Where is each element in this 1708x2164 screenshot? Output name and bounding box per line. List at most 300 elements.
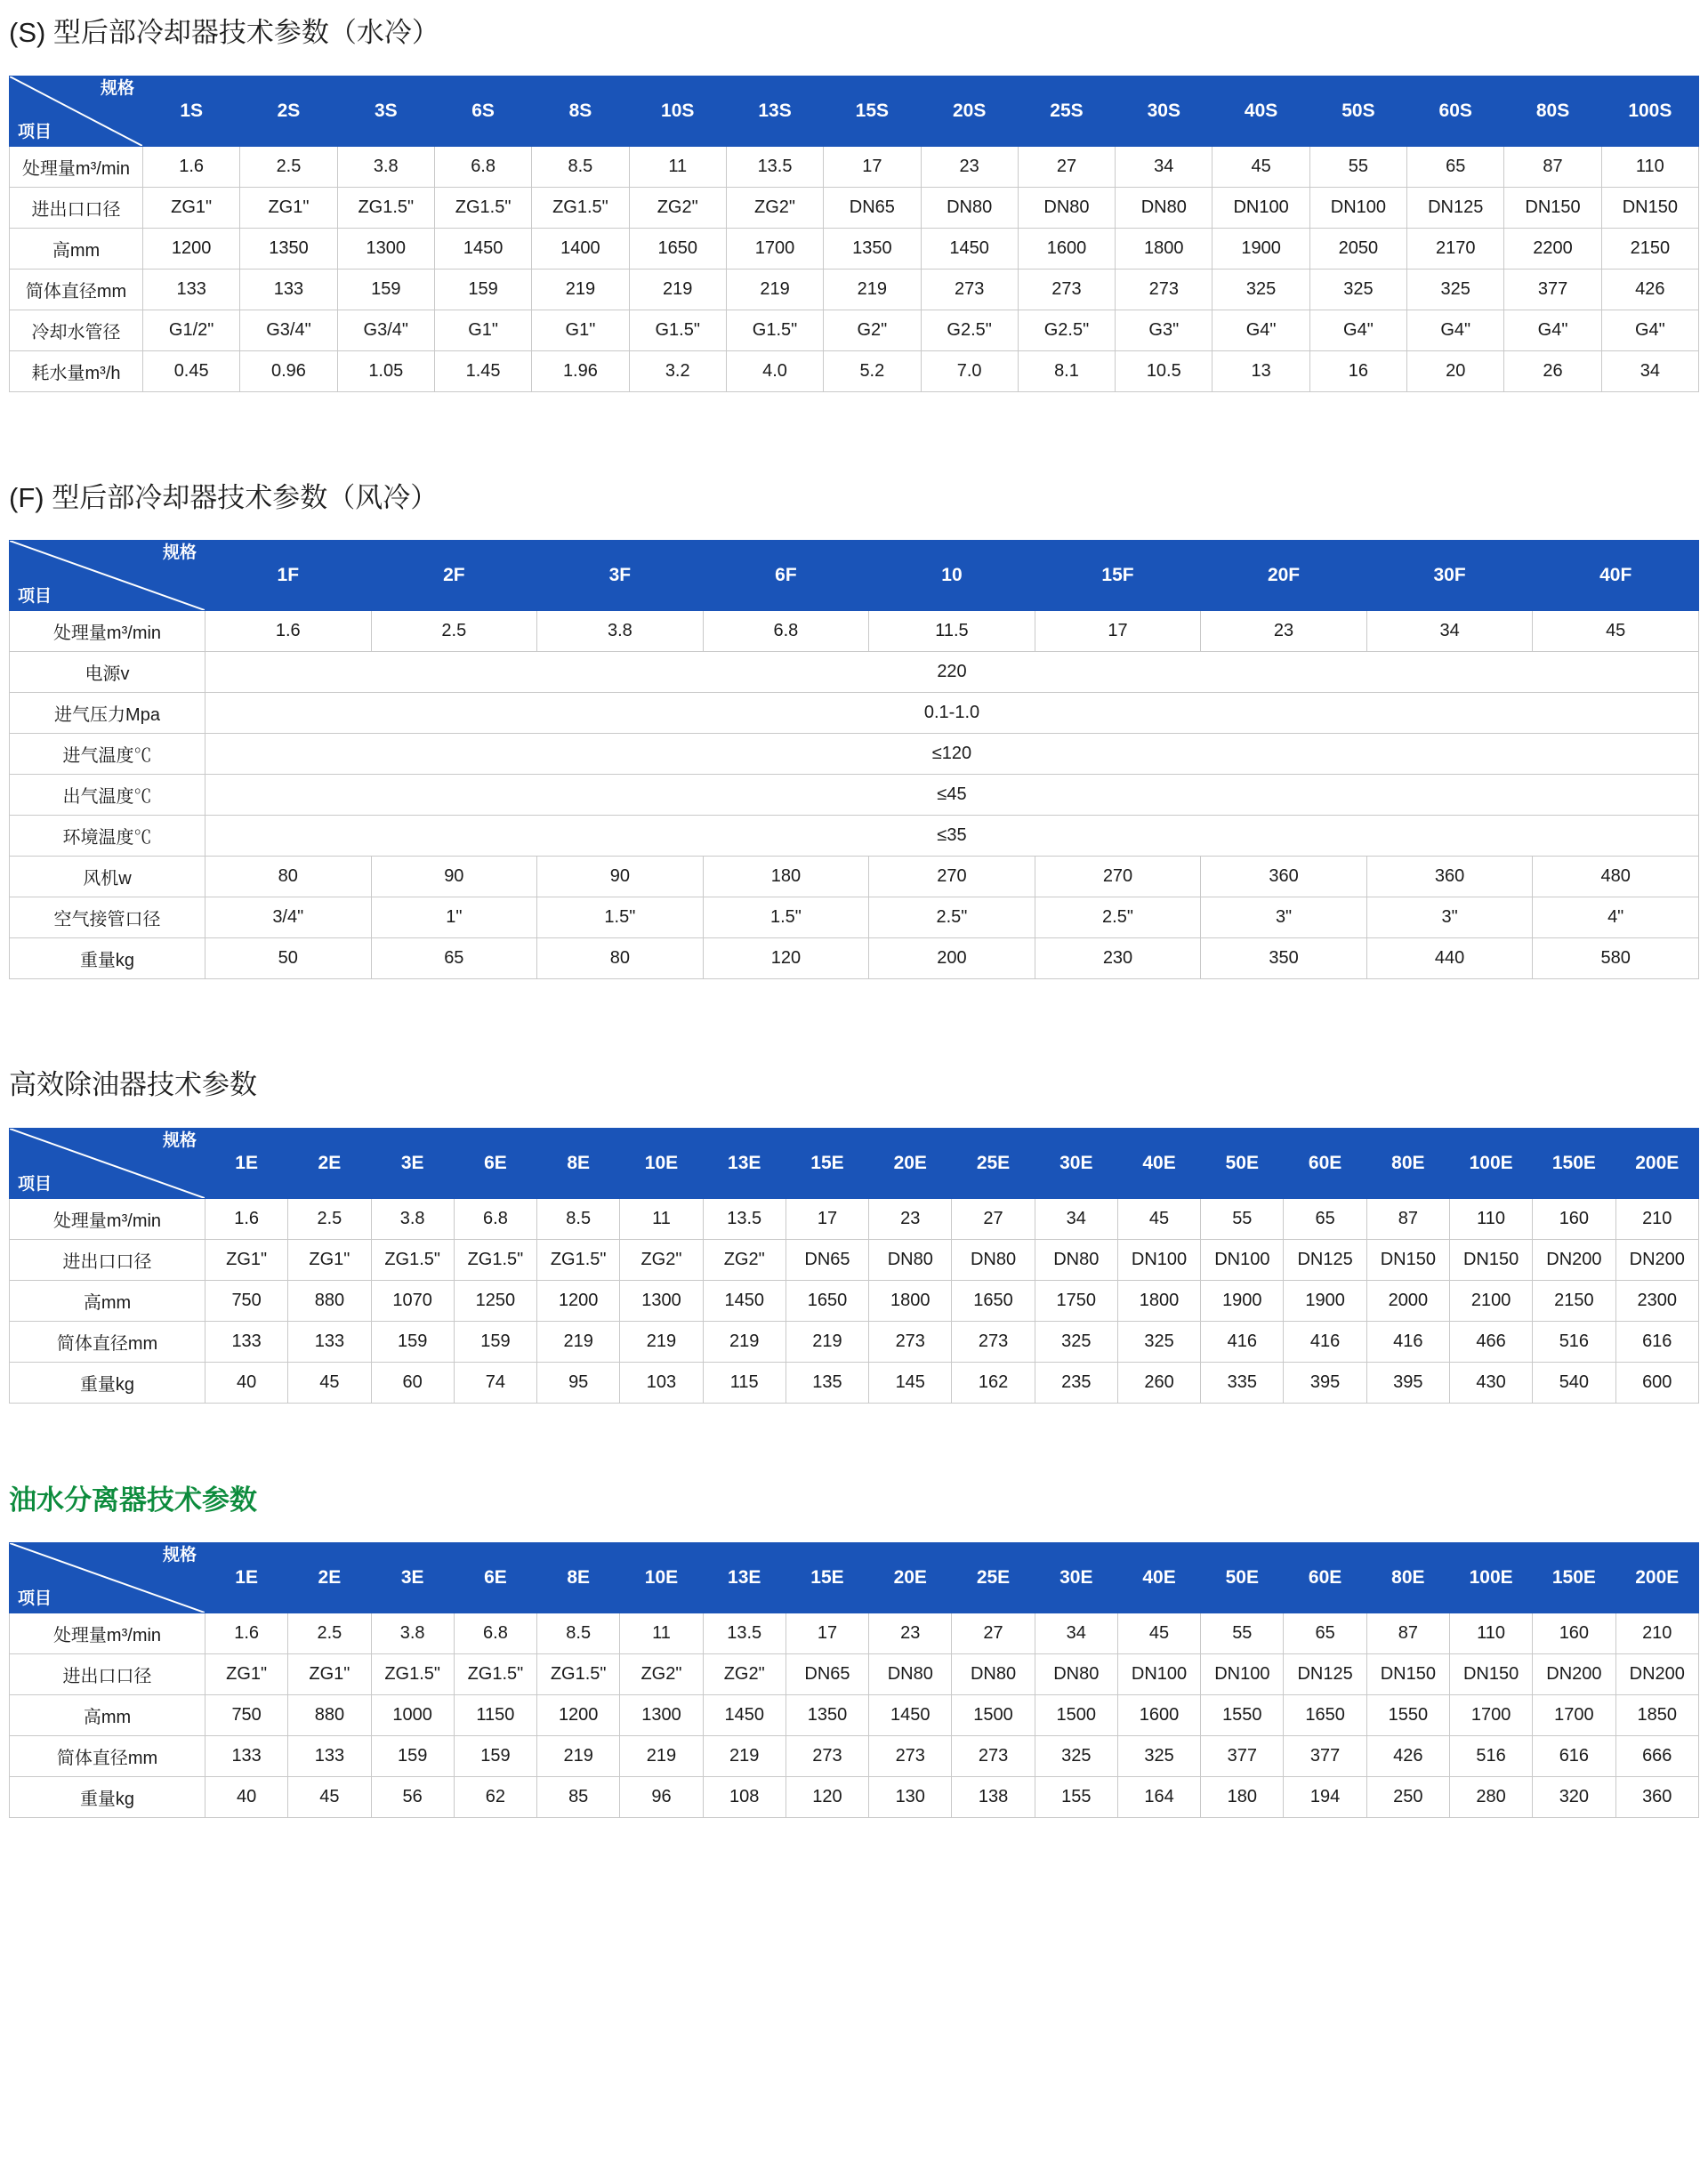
- row-label: 简体直径mm: [10, 269, 143, 310]
- cell: 65: [1407, 146, 1504, 187]
- column-header: 2E: [288, 1128, 371, 1198]
- cell: G3/4": [337, 310, 434, 350]
- cell: 87: [1504, 146, 1601, 187]
- cell: 2170: [1407, 228, 1504, 269]
- cell: 90: [371, 857, 537, 897]
- cell: 219: [786, 1321, 868, 1362]
- cell: 26: [1504, 350, 1601, 391]
- cell: G2.5": [921, 310, 1018, 350]
- cell: 45: [288, 1362, 371, 1403]
- row-label: 风机w: [10, 857, 205, 897]
- section-title: (S) 型后部冷却器技术参数（水冷）: [9, 17, 439, 48]
- row-label: 进气温度℃: [10, 734, 205, 775]
- table-row: [10, 611, 1699, 652]
- row-label: 重量kg: [10, 938, 205, 979]
- cell: 1550: [1366, 1695, 1449, 1736]
- cell: DN150: [1366, 1654, 1449, 1695]
- cell: 325: [1035, 1736, 1117, 1777]
- row-label: 简体直径mm: [10, 1321, 205, 1362]
- column-header: 3E: [371, 1128, 454, 1198]
- cell: 110: [1449, 1198, 1532, 1239]
- cell: DN150: [1504, 187, 1601, 228]
- column-header: 13S: [726, 76, 823, 146]
- cell: 270: [1035, 857, 1201, 897]
- cell: 130: [869, 1777, 952, 1818]
- column-header: 6E: [454, 1543, 536, 1613]
- cell: 219: [726, 269, 823, 310]
- cell: 1350: [824, 228, 921, 269]
- cell: DN125: [1407, 187, 1504, 228]
- cell: 219: [537, 1321, 620, 1362]
- cell: 1500: [952, 1695, 1035, 1736]
- table-header-row: [10, 1128, 1699, 1198]
- cell: 377: [1201, 1736, 1284, 1777]
- cell: ZG1": [288, 1654, 371, 1695]
- cell: 280: [1449, 1777, 1532, 1818]
- column-header: 6E: [454, 1128, 536, 1198]
- cell: DN80: [1035, 1654, 1117, 1695]
- cell: DN150: [1449, 1239, 1532, 1280]
- cell: 377: [1504, 269, 1601, 310]
- cell: G1/2": [143, 310, 240, 350]
- cell: 516: [1533, 1321, 1615, 1362]
- cell: 325: [1117, 1736, 1200, 1777]
- cell: 880: [288, 1695, 371, 1736]
- cell: DN100: [1117, 1654, 1200, 1695]
- cell: 325: [1407, 269, 1504, 310]
- cell: DN125: [1284, 1654, 1366, 1695]
- cell: 2.5: [288, 1198, 371, 1239]
- table-row: [10, 1695, 1699, 1736]
- cell: 1900: [1213, 228, 1309, 269]
- table-header-row: [10, 76, 1699, 146]
- row-label: 电源v: [10, 652, 205, 693]
- cell: 273: [1018, 269, 1115, 310]
- cell: 600: [1615, 1362, 1698, 1403]
- cell: 56: [371, 1777, 454, 1818]
- cell: 108: [703, 1777, 786, 1818]
- cell: 55: [1201, 1198, 1284, 1239]
- cell: 1600: [1117, 1695, 1200, 1736]
- cell: 1300: [620, 1280, 703, 1321]
- cell: ZG2": [620, 1654, 703, 1695]
- cell: 325: [1309, 269, 1406, 310]
- corner-item-label: 项目: [18, 1174, 52, 1194]
- cell: 110: [1449, 1613, 1532, 1654]
- cell: 3": [1366, 897, 1533, 938]
- table-row: [10, 1321, 1699, 1362]
- cell: 23: [1201, 611, 1367, 652]
- row-label: 处理量m³/min: [10, 611, 205, 652]
- cell: 6.8: [703, 611, 869, 652]
- cell: 155: [1035, 1777, 1117, 1818]
- cell: ZG1.5": [454, 1654, 536, 1695]
- column-header: 25S: [1018, 76, 1115, 146]
- cell: DN200: [1533, 1239, 1615, 1280]
- cell: 133: [205, 1321, 288, 1362]
- cell: 1650: [786, 1280, 868, 1321]
- column-header: 200E: [1615, 1543, 1698, 1613]
- column-header: 1F: [205, 541, 372, 611]
- cell: 335: [1201, 1362, 1284, 1403]
- cell: 180: [1201, 1777, 1284, 1818]
- column-header: 1S: [143, 76, 240, 146]
- cell: 1.6: [205, 611, 372, 652]
- cell: 1700: [1449, 1695, 1532, 1736]
- column-header: 8E: [537, 1128, 620, 1198]
- cell: 159: [454, 1321, 536, 1362]
- column-header: 40E: [1117, 1128, 1200, 1198]
- column-header: 100E: [1449, 1128, 1532, 1198]
- row-label: 环境温度℃: [10, 816, 205, 857]
- cell: 1": [371, 897, 537, 938]
- table-row: [10, 652, 1699, 693]
- column-header: 2F: [371, 541, 537, 611]
- cell-merged: 0.1-1.0: [205, 693, 1699, 734]
- cell: 60: [371, 1362, 454, 1403]
- cell: 27: [952, 1198, 1035, 1239]
- cell: 430: [1449, 1362, 1532, 1403]
- table-row: [10, 1777, 1699, 1818]
- cell: 110: [1601, 146, 1698, 187]
- cell: 159: [434, 269, 531, 310]
- column-header: 6S: [434, 76, 531, 146]
- cell: 80: [205, 857, 372, 897]
- column-header: 25E: [952, 1543, 1035, 1613]
- cell: 159: [454, 1736, 536, 1777]
- cell: 145: [869, 1362, 952, 1403]
- table-row: [10, 734, 1699, 775]
- cell: 200: [869, 938, 1035, 979]
- cell: 270: [869, 857, 1035, 897]
- row-label: 进出口口径: [10, 1239, 205, 1280]
- cell: 65: [1284, 1613, 1366, 1654]
- cell: 273: [952, 1321, 1035, 1362]
- cell: DN65: [824, 187, 921, 228]
- cell: 90: [537, 857, 704, 897]
- cell: 880: [288, 1280, 371, 1321]
- cell: ZG1.5": [434, 187, 531, 228]
- cell: DN80: [869, 1239, 952, 1280]
- cell: 162: [952, 1362, 1035, 1403]
- column-header: 13E: [703, 1543, 786, 1613]
- cell: G1": [532, 310, 629, 350]
- cell: DN200: [1615, 1654, 1698, 1695]
- column-header: 15E: [786, 1128, 868, 1198]
- cell: 416: [1284, 1321, 1366, 1362]
- cell: 350: [1201, 938, 1367, 979]
- column-header: 60E: [1284, 1543, 1366, 1613]
- cell: 80: [537, 938, 704, 979]
- cell: 1900: [1201, 1280, 1284, 1321]
- cell: G4": [1504, 310, 1601, 350]
- table-wrapper: [0, 1128, 1708, 1404]
- column-header: 1E: [205, 1128, 288, 1198]
- column-header: 200E: [1615, 1128, 1698, 1198]
- cell: 230: [1035, 938, 1201, 979]
- cell: DN80: [921, 187, 1018, 228]
- cell: 133: [143, 269, 240, 310]
- cell: 219: [629, 269, 726, 310]
- corner-header-cell: [10, 76, 143, 146]
- cell: 6.8: [434, 146, 531, 187]
- table-row: [10, 146, 1699, 187]
- table-row: [10, 350, 1699, 391]
- cell: G4": [1407, 310, 1504, 350]
- row-label: 高mm: [10, 1695, 205, 1736]
- cell: ZG2": [620, 1239, 703, 1280]
- cell: 8.5: [532, 146, 629, 187]
- cell: 34: [1035, 1198, 1117, 1239]
- cell: 115: [703, 1362, 786, 1403]
- cell: 1300: [337, 228, 434, 269]
- row-label: 冷却水管径: [10, 310, 143, 350]
- cell: 2.5: [288, 1613, 371, 1654]
- cell: 87: [1366, 1613, 1449, 1654]
- cell: 1650: [952, 1280, 1035, 1321]
- cell: DN125: [1284, 1239, 1366, 1280]
- cell: 34: [1366, 611, 1533, 652]
- cell: 62: [454, 1777, 536, 1818]
- cell: 159: [371, 1321, 454, 1362]
- row-label: 处理量m³/min: [10, 1613, 205, 1654]
- cell: 11: [620, 1198, 703, 1239]
- column-header: 60E: [1284, 1128, 1366, 1198]
- table-row: [10, 816, 1699, 857]
- cell: 17: [824, 146, 921, 187]
- cell: 1900: [1284, 1280, 1366, 1321]
- cell: 34: [1601, 350, 1698, 391]
- column-header: 30F: [1366, 541, 1533, 611]
- cell: 1250: [454, 1280, 536, 1321]
- table-row: [10, 1198, 1699, 1239]
- cell: 2.5: [371, 611, 537, 652]
- column-header: 30S: [1116, 76, 1213, 146]
- column-header: 40E: [1117, 1543, 1200, 1613]
- column-header: 8E: [537, 1543, 620, 1613]
- cell: 1200: [537, 1695, 620, 1736]
- column-header: 2E: [288, 1543, 371, 1613]
- table-row: [10, 1736, 1699, 1777]
- cell: 377: [1284, 1736, 1366, 1777]
- cell: 1550: [1201, 1695, 1284, 1736]
- cell: 0.96: [240, 350, 337, 391]
- cell: DN80: [1018, 187, 1115, 228]
- cell: 1150: [454, 1695, 536, 1736]
- row-label: 重量kg: [10, 1777, 205, 1818]
- column-header: 50E: [1201, 1128, 1284, 1198]
- column-header: 15F: [1035, 541, 1201, 611]
- table-row: [10, 897, 1699, 938]
- cell: 4.0: [726, 350, 823, 391]
- column-header: 150E: [1533, 1128, 1615, 1198]
- table-row: [10, 1613, 1699, 1654]
- cell: 325: [1117, 1321, 1200, 1362]
- column-header: 1E: [205, 1543, 288, 1613]
- cell: 2.5": [1035, 897, 1201, 938]
- cell: 45: [1117, 1613, 1200, 1654]
- cell: G4": [1601, 310, 1698, 350]
- cell: 1800: [1117, 1280, 1200, 1321]
- table-body: [10, 1613, 1699, 1818]
- corner-spec-label: 规格: [100, 78, 134, 98]
- column-header: 100E: [1449, 1543, 1532, 1613]
- cell: 11: [629, 146, 726, 187]
- cell: 1070: [371, 1280, 454, 1321]
- cell: 8.5: [537, 1198, 620, 1239]
- cell: 325: [1035, 1321, 1117, 1362]
- cell: 194: [1284, 1777, 1366, 1818]
- cell: 1400: [532, 228, 629, 269]
- row-label: 重量kg: [10, 1362, 205, 1403]
- cell: 416: [1201, 1321, 1284, 1362]
- row-label: 出气温度℃: [10, 775, 205, 816]
- cell: G1": [434, 310, 531, 350]
- cell: 10.5: [1116, 350, 1213, 391]
- cell: 2100: [1449, 1280, 1532, 1321]
- column-header: 20E: [869, 1128, 952, 1198]
- cell: 85: [537, 1777, 620, 1818]
- column-header: 60S: [1407, 76, 1504, 146]
- cell-merged: ≤120: [205, 734, 1699, 775]
- cell: 580: [1533, 938, 1699, 979]
- column-header: 80E: [1366, 1128, 1449, 1198]
- row-label: 高mm: [10, 228, 143, 269]
- cell: ZG1": [143, 187, 240, 228]
- column-header: 10E: [620, 1128, 703, 1198]
- cell: 159: [337, 269, 434, 310]
- cell: G4": [1309, 310, 1406, 350]
- cell: 3.8: [337, 146, 434, 187]
- cell: 1.6: [143, 146, 240, 187]
- column-header: 25E: [952, 1128, 1035, 1198]
- cell: 6.8: [454, 1613, 536, 1654]
- column-header: 10E: [620, 1543, 703, 1613]
- cell: G3/4": [240, 310, 337, 350]
- corner-spec-label: 规格: [162, 543, 197, 562]
- cell: 160: [1533, 1198, 1615, 1239]
- cell: 13.5: [703, 1198, 786, 1239]
- column-header: 6F: [703, 541, 869, 611]
- cell: 11.5: [869, 611, 1035, 652]
- cell: 3.8: [371, 1198, 454, 1239]
- cell: 1850: [1615, 1695, 1698, 1736]
- cell: 45: [1533, 611, 1699, 652]
- corner-header-cell: [10, 1128, 205, 1198]
- cell: 4": [1533, 897, 1699, 938]
- cell: 120: [786, 1777, 868, 1818]
- cell: 1350: [240, 228, 337, 269]
- cell: 20: [1407, 350, 1504, 391]
- cell: 23: [869, 1198, 952, 1239]
- column-header: 40F: [1533, 541, 1699, 611]
- cell: 395: [1284, 1362, 1366, 1403]
- cell: 3": [1201, 897, 1367, 938]
- cell: 133: [288, 1736, 371, 1777]
- cell: 45: [288, 1777, 371, 1818]
- cell: 219: [537, 1736, 620, 1777]
- cell: 2300: [1615, 1280, 1698, 1321]
- cell: ZG1.5": [537, 1239, 620, 1280]
- row-label: 耗水量m³/h: [10, 350, 143, 391]
- corner-spec-label: 规格: [162, 1546, 197, 1565]
- cell: 40: [205, 1362, 288, 1403]
- cell: 17: [1035, 611, 1201, 652]
- cell: DN150: [1449, 1654, 1532, 1695]
- cell: 1600: [1018, 228, 1115, 269]
- cell: 235: [1035, 1362, 1117, 1403]
- cell: 45: [1213, 146, 1309, 187]
- cell: 426: [1366, 1736, 1449, 1777]
- column-header: 50E: [1201, 1543, 1284, 1613]
- column-header: 80S: [1504, 76, 1601, 146]
- cell: 1450: [921, 228, 1018, 269]
- cell: 1650: [629, 228, 726, 269]
- cell: G1.5": [629, 310, 726, 350]
- cell: 159: [371, 1736, 454, 1777]
- cell: 34: [1035, 1613, 1117, 1654]
- cell: 6.8: [454, 1198, 536, 1239]
- cell: 74: [454, 1362, 536, 1403]
- row-label: 进气压力Mpa: [10, 693, 205, 734]
- cell: 1.05: [337, 350, 434, 391]
- section-title: 高效除油器技术参数: [9, 1069, 257, 1100]
- row-label: 空气接管口径: [10, 897, 205, 938]
- corner-spec-label: 规格: [162, 1130, 197, 1150]
- section-air-cooled: [0, 478, 1708, 980]
- table-row: [10, 857, 1699, 897]
- cell: 27: [952, 1613, 1035, 1654]
- cell-merged: ≤45: [205, 775, 1699, 816]
- cell: DN100: [1213, 187, 1309, 228]
- section-title: 油水分离器技术参数: [9, 1484, 257, 1516]
- cell: 320: [1533, 1777, 1615, 1818]
- cell: 87: [1366, 1198, 1449, 1239]
- cell: 55: [1309, 146, 1406, 187]
- cell: 210: [1615, 1198, 1698, 1239]
- table-row: [10, 775, 1699, 816]
- table-row: [10, 1239, 1699, 1280]
- cell: 50: [205, 938, 372, 979]
- column-header: 3S: [337, 76, 434, 146]
- cell: 210: [1615, 1613, 1698, 1654]
- cell: 23: [869, 1613, 952, 1654]
- cell: 2150: [1533, 1280, 1615, 1321]
- cell: 260: [1117, 1362, 1200, 1403]
- column-header: 80E: [1366, 1543, 1449, 1613]
- table-body: [10, 1198, 1699, 1403]
- table-row: [10, 1654, 1699, 1695]
- cell: DN150: [1366, 1239, 1449, 1280]
- cell: DN80: [952, 1654, 1035, 1695]
- cell: ZG1": [288, 1239, 371, 1280]
- section-title: (F) 型后部冷却器技术参数（风冷）: [9, 481, 439, 513]
- cell: 65: [1284, 1198, 1366, 1239]
- cell: 1300: [620, 1695, 703, 1736]
- cell: 750: [205, 1280, 288, 1321]
- cell: 13: [1213, 350, 1309, 391]
- table-wrapper: [0, 76, 1708, 392]
- column-header: 15S: [824, 76, 921, 146]
- cell: 133: [205, 1736, 288, 1777]
- cell: 1.5": [703, 897, 869, 938]
- cell: DN200: [1533, 1654, 1615, 1695]
- cell: 45: [1117, 1198, 1200, 1239]
- cell: 0.45: [143, 350, 240, 391]
- cell: DN80: [1035, 1239, 1117, 1280]
- table-row: [10, 269, 1699, 310]
- cell: 133: [288, 1321, 371, 1362]
